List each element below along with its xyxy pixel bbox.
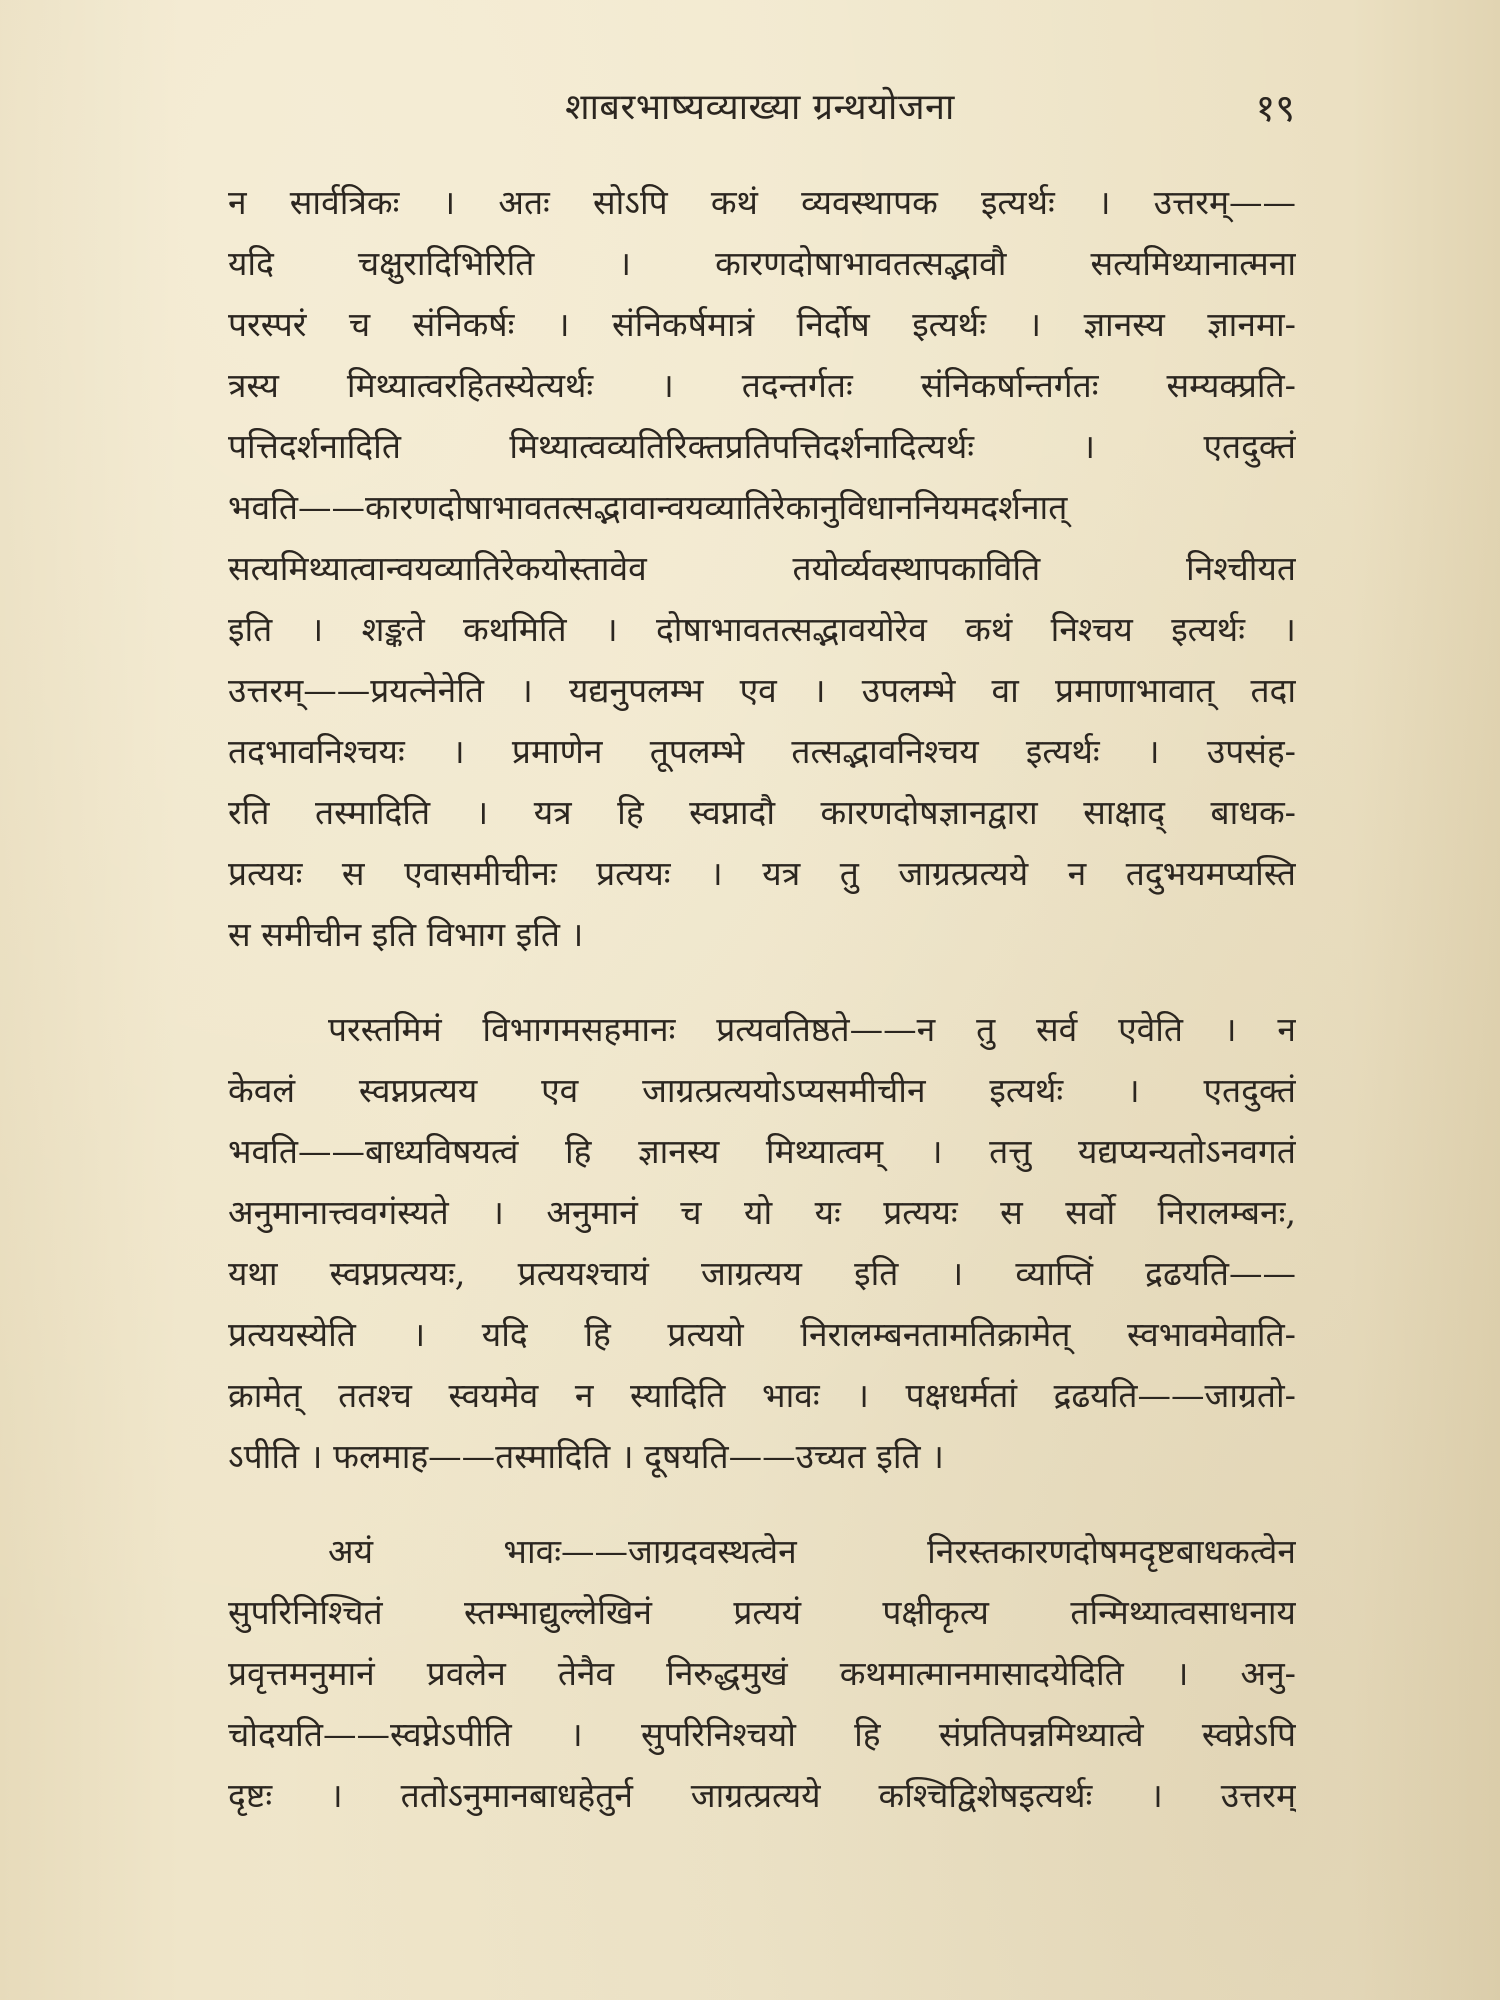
text-line: परस्तमिमं विभागमसहमानः प्रत्यवतिष्ठते——न तु सर्व एवेति । न	[328, 1010, 1296, 1049]
paragraph-3	[228, 1521, 1296, 1826]
text-line: प्रवृत्तमनुमानं प्रवलेन तेनैव निरुद्धमुखं कथमात्मानमासादयेदिति । अनु-	[228, 1654, 1296, 1693]
body-text	[228, 172, 1296, 1826]
text-line: दृष्टः । ततोऽनुमानबाधहेतुर्न जाग्रत्प्रत्यये कश्चिद्विशेषइत्यर्थः । उत्तरम्	[228, 1776, 1296, 1815]
text-line: पत्तिदर्शनादिति मिथ्यात्वव्यतिरिक्तप्रतिपत्तिदर्शनादित्यर्थः । एतदुक्तं	[228, 427, 1296, 466]
text-line: प्रत्ययस्येति । यदि हि प्रत्ययो निरालम्बनतामतिक्रामेत् स्वभावमेवाति-	[228, 1315, 1296, 1354]
text-line: ऽपीति । फलमाह——तस्मादिति । दूषयति——उच्यत इति ।	[228, 1437, 944, 1476]
text-line: यदि चक्षुरादिभिरिति । कारणदोषाभावतत्सद्भावौ सत्यमिथ्यानात्मना	[228, 244, 1296, 283]
text-line: त्रस्य मिथ्यात्वरहितस्येत्यर्थः । तदन्तर्गतः संनिकर्षान्तर्गतः सम्यक्प्रति-	[228, 366, 1296, 405]
paragraph-2	[228, 999, 1296, 1487]
text-line: रति तस्मादिति । यत्र हि स्वप्नादौ कारणदोषज्ञानद्वारा साक्षाद् बाधक-	[228, 793, 1296, 832]
text-line: यथा स्वप्नप्रत्ययः, प्रत्ययश्चायं जाग्रत्यय इति । व्याप्तिं द्रढयति——	[228, 1254, 1296, 1293]
text-line: अयं भावः——जाग्रदवस्थत्वेन निरस्तकारणदोषमदृष्टबाधकत्वेन	[328, 1532, 1296, 1571]
page-number: १९	[1255, 86, 1295, 130]
text-line: परस्परं च संनिकर्षः । संनिकर्षमात्रं निर्दोष इत्यर्थः । ज्ञानस्य ज्ञानमा-	[228, 305, 1296, 344]
text-line: भवति——कारणदोषाभावतत्सद्भावान्वयव्यातिरेकानुविधाननियमदर्शनात्	[228, 488, 1068, 527]
text-line: स समीचीन इति विभाग इति ।	[228, 915, 584, 954]
text-line: अनुमानात्त्ववगंस्यते । अनुमानं च यो यः प्रत्ययः स सर्वो निरालम्बनः,	[228, 1193, 1296, 1232]
text-line: सुपरिनिश्चितं स्तम्भाद्युल्लेखिनं प्रत्ययं पक्षीकृत्य तन्मिथ्यात्वसाधनाय	[228, 1593, 1296, 1632]
text-line: इति । शङ्कते कथमिति । दोषाभावतत्सद्भावयोरेव कथं निश्चय इत्यर्थः ।	[228, 610, 1296, 649]
paragraph-1	[228, 172, 1296, 965]
text-line: सत्यमिथ्यात्वान्वयव्यातिरेकयोस्तावेव तयोर्व्यवस्थापकाविति निश्चीयत	[228, 549, 1296, 588]
text-line: उत्तरम्——प्रयत्नेनेति । यद्यनुपलम्भ एव । उपलम्भे वा प्रमाणाभावात् तदा	[228, 671, 1296, 710]
text-line: न सार्वत्रिकः । अतः सोऽपि कथं व्यवस्थापक इत्यर्थः । उत्तरम्——	[228, 183, 1296, 222]
running-title: शाबरभाष्यव्याख्या ग्रन्थयोजना	[565, 87, 955, 128]
text-line: केवलं स्वप्नप्रत्यय एव जाग्रत्प्रत्ययोऽप्यसमीचीन इत्यर्थः । एतदुक्तं	[228, 1071, 1296, 1110]
paragraph-gap	[228, 1487, 1296, 1521]
text-line: प्रत्ययः स एवासमीचीनः प्रत्ययः । यत्र तु जाग्रत्प्रत्यये न तदुभयमप्यस्ति	[228, 854, 1296, 893]
text-line: भवति——बाध्यविषयत्वं हि ज्ञानस्य मिथ्यात्वम् । तत्तु यद्यप्यन्यतोऽनवगतं	[228, 1132, 1296, 1171]
text-line: क्रामेत् ततश्च स्वयमेव न स्यादिति भावः । पक्षधर्मतां द्रढयति——जाग्रतो-	[228, 1376, 1296, 1415]
paragraph-gap	[228, 965, 1296, 999]
page-header	[225, 78, 1295, 138]
text-line: तदभावनिश्चयः । प्रमाणेन तूपलम्भे तत्सद्भावनिश्चय इत्यर्थः । उपसंह-	[228, 732, 1296, 771]
text-line: चोदयति——स्वप्नेऽपीति । सुपरिनिश्चयो हि संप्रतिपन्नमिथ्यात्वे स्वप्नेऽपि	[228, 1715, 1296, 1754]
